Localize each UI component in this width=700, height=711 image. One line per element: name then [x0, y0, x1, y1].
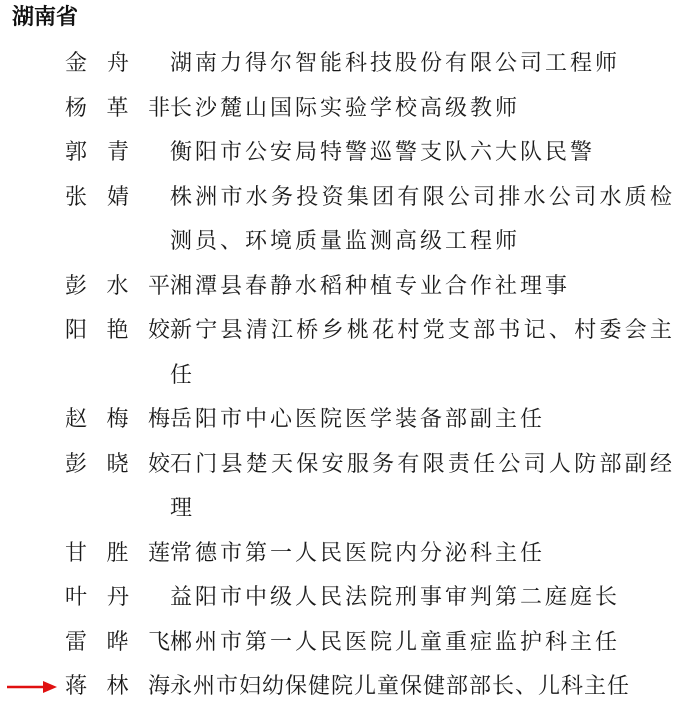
person-name: 甘 胜 莲: [65, 540, 170, 566]
list-item: [0, 621, 700, 666]
province-heading: 湖南省: [12, 5, 79, 30]
person-title: 石门县楚天保安服务有限责任公司人防部副经理: [170, 451, 675, 521]
person-name: 彭 水 平: [65, 273, 170, 299]
list-item-marked: [0, 665, 700, 710]
person-name: 赵 梅 梅: [65, 407, 170, 432]
person-title: 岳阳市中心医院医学装备部副主任: [170, 407, 546, 432]
person-title: 长沙麓山国际实验学校高级教师: [170, 95, 521, 121]
person-title: 常德市第一人民医院内分泌科主任: [170, 540, 546, 566]
list-item: [0, 443, 700, 532]
person-title: 永州市妇幼保健院儿童保健部部长、儿科主任: [170, 674, 631, 699]
honoree-list: [0, 42, 700, 710]
person-name: 金 舟: [65, 51, 129, 76]
list-item: [0, 532, 700, 577]
person-name: 阳 艳 姣: [65, 318, 170, 343]
list-item: [0, 87, 700, 132]
list-item: [0, 131, 700, 176]
list-item: [0, 265, 700, 310]
person-title: 益阳市中级人民法院刑事审判第二庭庭长: [170, 585, 621, 610]
person-name: 郭 青: [65, 140, 129, 165]
list-item: [0, 309, 700, 398]
list-item: [0, 176, 700, 265]
person-name: 雷 晔 飞: [65, 629, 170, 655]
list-item: [0, 576, 700, 621]
list-item: [0, 398, 700, 443]
person-title: 湖南力得尔智能科技股份有限公司工程师: [170, 51, 621, 76]
person-title: 郴州市第一人民医院儿童重症监护科主任: [170, 629, 621, 655]
person-title: 湘潭县春静水稻种植专业合作社理事: [170, 273, 571, 299]
person-name: 叶 丹: [65, 585, 129, 610]
person-name: 蒋 林 海: [65, 665, 170, 710]
person-title: 新宁县清江桥乡桃花村党支部书记、村委会主任: [170, 318, 675, 388]
red-arrow-icon: [7, 687, 55, 689]
list-item: [0, 42, 700, 87]
person-name: 张 婧: [65, 184, 129, 210]
person-name: 杨 革 非: [65, 95, 170, 121]
person-name: 彭 晓 姣: [65, 451, 170, 477]
person-title: 衡阳市公安局特警巡警支队六大队民警: [170, 140, 596, 165]
person-title: 株洲市水务投资集团有限公司排水公司水质检测员、环境质量监测高级工程师: [170, 184, 675, 254]
